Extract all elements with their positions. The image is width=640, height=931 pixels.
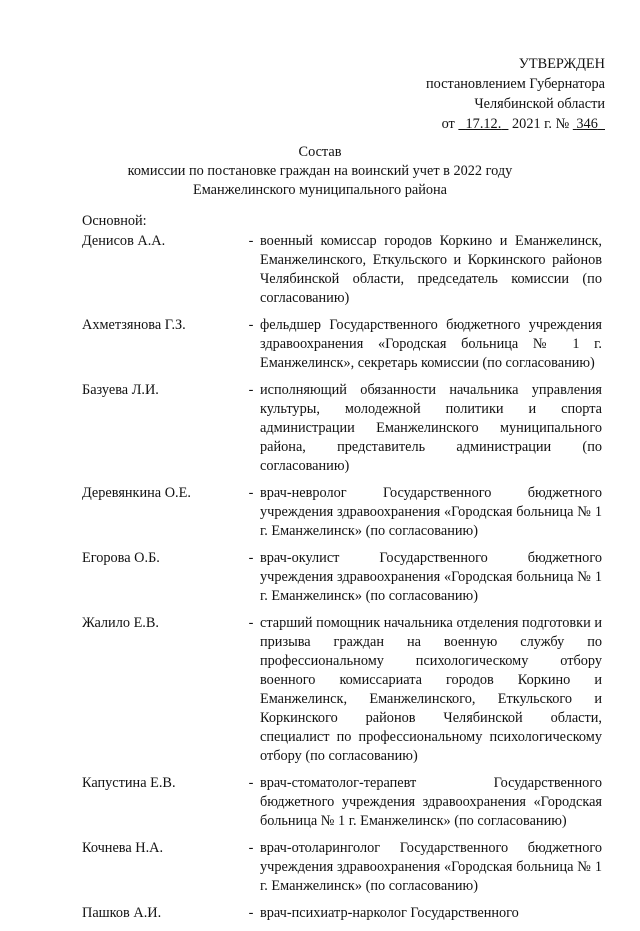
members-list	[82, 232, 602, 931]
document-heading	[0, 143, 640, 200]
member-description: старший помощник начальника отделения подготовки и призыва граждан на военную службу по профессиональному психологическому отбору военного комиссариата городов Коркино и Еманжелинск, Еманжелинского, Еткульского и Коркинского районов Челябинской области, специалист по профессиональному психологическому отбору (по согласованию)	[260, 615, 602, 764]
heading-subtitle: комиссии по постановке граждан на воинский учет в 2022 году	[127, 163, 513, 179]
member-dash: -	[248, 233, 254, 249]
member-description: военный комиссар городов Коркино и Еманжелинск, Еманжелинского, Еткульского и Коркинского районов Челябинской области, председатель комиссии (по согласованию)	[260, 233, 602, 306]
member-dash: -	[248, 382, 254, 398]
member-dash: -	[248, 615, 254, 631]
member-name: Ахметзянова Г.З.	[82, 317, 186, 333]
approval-date-line	[380, 114, 605, 134]
member-name: Жалило Е.В.	[82, 615, 159, 631]
member-row	[82, 774, 602, 831]
member-name: Егорова О.Б.	[82, 550, 160, 566]
member-description: врач-невролог Государственного бюджетного учреждения здравоохранения «Городская больница № 1 г. Еманжелинск» (по согласованию)	[260, 485, 602, 539]
member-name: Денисов А.А.	[82, 233, 166, 249]
member-dash: -	[248, 840, 254, 856]
member-description: врач-стоматолог-терапевт Государственного бюджетного учреждения здравоохранения «Городская больница № 1 г. Еманжелинск» (по согласованию)	[260, 775, 602, 829]
member-name: Кочнева Н.А.	[82, 840, 164, 856]
member-dash: -	[248, 775, 254, 791]
member-row	[82, 549, 602, 606]
member-name: Пашков А.И.	[82, 905, 162, 921]
approval-title: УТВЕРЖДЕН	[518, 56, 605, 72]
member-row	[82, 904, 602, 923]
heading-district: Еманжелинского муниципального района	[193, 182, 447, 198]
approval-number: 346	[576, 116, 598, 132]
member-name: Базуева Л.И.	[82, 382, 159, 398]
approval-region: Челябинской области	[474, 96, 605, 112]
member-row	[82, 316, 602, 373]
member-description: исполняющий обязанности начальника управления культуры, молодежной политики и спорта администрации Еманжелинского муниципального района, представитель администрации (по согласованию)	[260, 382, 602, 474]
section-label: Основной:	[82, 213, 147, 229]
member-name: Капустина Е.В.	[82, 775, 176, 791]
approval-year: 2021 г. №	[512, 116, 570, 132]
member-description: фельдшер Государственного бюджетного учреждения здравоохранения «Городская больница № 1 г. Еманжелинск», секретарь комиссии (по согласованию)	[260, 317, 602, 371]
member-row	[82, 484, 602, 541]
member-name: Деревянкина О.Е.	[82, 485, 191, 501]
approval-block	[380, 54, 605, 134]
member-dash: -	[248, 550, 254, 566]
member-row	[82, 839, 602, 896]
member-row	[82, 232, 602, 308]
member-description: врач-психиатр-нарколог Государственного	[260, 905, 519, 921]
member-dash: -	[248, 485, 254, 501]
approval-date: 17.12.	[465, 116, 502, 132]
member-dash: -	[248, 317, 254, 333]
member-dash: -	[248, 905, 254, 921]
approval-date-prefix: от	[441, 116, 455, 132]
member-description: врач-отоларинголог Государственного бюджетного учреждения здравоохранения «Городская больница № 1 г. Еманжелинск» (по согласованию)	[260, 840, 602, 894]
member-description: врач-окулист Государственного бюджетного учреждения здравоохранения «Городская больница № 1 г. Еманжелинск» (по согласованию)	[260, 550, 602, 604]
approval-decree: постановлением Губернатора	[426, 76, 605, 92]
heading-title: Состав	[298, 144, 342, 160]
member-row	[82, 614, 602, 766]
member-row	[82, 381, 602, 476]
